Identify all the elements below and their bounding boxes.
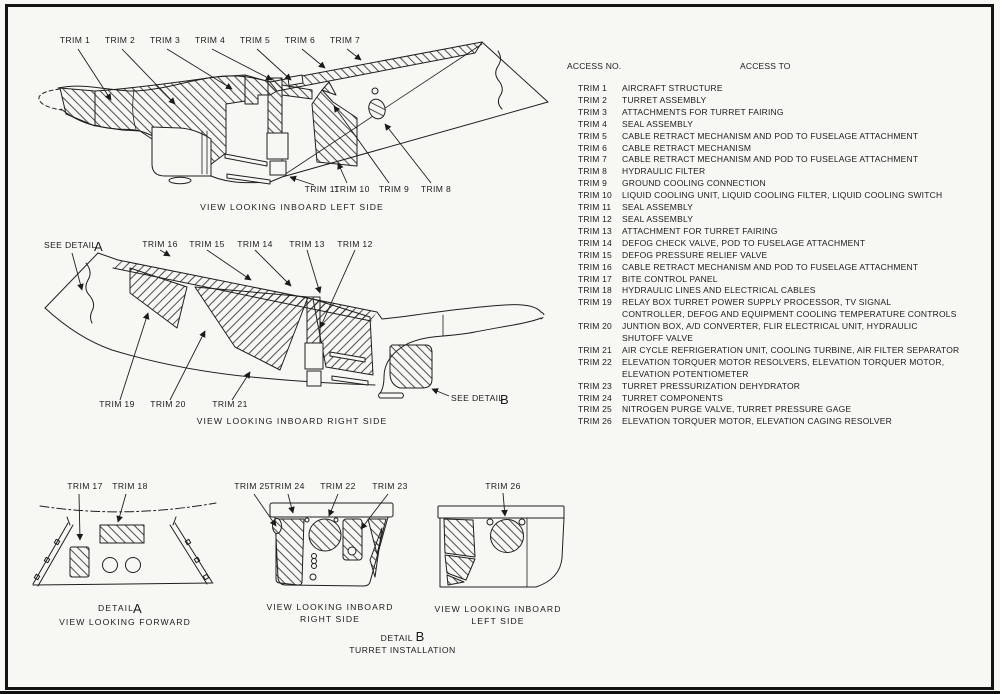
label-trim-4: TRIM 4 (194, 35, 226, 45)
row-to (622, 190, 995, 202)
table-row (563, 404, 995, 416)
row-to (622, 262, 995, 274)
row-no: TRIM 17 (578, 273, 612, 284)
detail-a-subcaption: VIEW LOOKING FORWARD (59, 617, 191, 627)
table-row (563, 95, 995, 107)
label-trim-11: TRIM 11 (304, 184, 340, 194)
row-no: TRIM 18 (578, 285, 612, 296)
access-table (563, 61, 995, 428)
table-row (563, 357, 995, 381)
caption-detail-b-left-1: VIEW LOOKING INBOARD (434, 604, 562, 614)
table-row (563, 297, 995, 321)
detail-b-title-line (320, 631, 485, 644)
row-to-line1: HYDRAULIC LINES AND ELECTRICAL CABLES (622, 285, 816, 296)
row-to (622, 321, 995, 345)
label-trim-8: TRIM 8 (420, 184, 452, 194)
view-inboard-right-side-diagram (30, 235, 560, 433)
label-trim-26: TRIM 26 (485, 481, 521, 491)
row-to (622, 404, 995, 416)
row-no: TRIM 19 (578, 297, 612, 308)
label-trim-7: TRIM 7 (329, 35, 361, 45)
label-trim-10: TRIM 10 (334, 184, 370, 194)
row-to (622, 131, 995, 143)
caption-detail-b-right-2: RIGHT SIDE (299, 614, 361, 624)
row-to-line1: AIR CYCLE REFRIGERATION UNIT, COOLING TURBINE, AIR FILTER SEPARATOR (622, 344, 960, 355)
row-no: TRIM 22 (578, 356, 612, 367)
row-to (622, 285, 995, 297)
see-detail-b-text: SEE DETAIL (451, 393, 504, 403)
label-trim-1: TRIM 1 (59, 35, 91, 45)
see-detail-b-letter: B (500, 392, 509, 407)
label-trim-5: TRIM 5 (239, 35, 271, 45)
table-row (563, 190, 995, 202)
row-to (622, 393, 995, 405)
caption-left-side-view: VIEW LOOKING INBOARD LEFT SIDE (200, 202, 384, 212)
detail-a-title-letter: A (133, 601, 142, 616)
row-to-line1: ATTACHMENTS FOR TURRET FAIRING (622, 106, 784, 117)
label-trim-15: TRIM 15 (189, 239, 225, 249)
table-row (563, 393, 995, 405)
row-no: TRIM 7 (578, 154, 608, 165)
row-no: TRIM 2 (578, 94, 608, 105)
table-row (563, 381, 995, 393)
row-to-line1: JUNTION BOX, A/D CONVERTER, FLIR ELECTRICAL UNIT, HYDRAULIC (622, 321, 918, 332)
label-trim-24: TRIM 24 (269, 481, 305, 491)
row-no: TRIM 25 (578, 404, 612, 415)
table-row (563, 83, 995, 95)
hydraulic-filter-and-port (366, 88, 387, 121)
row-no: TRIM 12 (578, 213, 612, 224)
header-access-no: ACCESS NO. (567, 61, 622, 71)
gear-bay (152, 127, 211, 184)
retract-mechanism (225, 133, 288, 184)
row-to-line1: AIRCRAFT STRUCTURE (622, 83, 723, 93)
row-no: TRIM 3 (578, 106, 608, 117)
row-to (622, 214, 995, 226)
row-no: TRIM 16 (578, 261, 612, 272)
row-no: TRIM 24 (578, 392, 612, 403)
detail-b-title-text: DETAIL (380, 633, 413, 643)
table-row (563, 262, 995, 274)
row-to (622, 238, 995, 250)
row-to-line1: HYDRAULIC FILTER (622, 166, 706, 177)
label-trim-9: TRIM 9 (378, 184, 410, 194)
caption-right-side-view: VIEW LOOKING INBOARD RIGHT SIDE (196, 416, 388, 426)
row-to-line1: TURRET COMPONENTS (622, 392, 723, 403)
detail-b-right-side-diagram (228, 478, 428, 636)
access-panels (70, 525, 144, 577)
label-trim-14: TRIM 14 (237, 239, 273, 249)
row-no: TRIM 10 (578, 190, 612, 201)
row-no: TRIM 11 (578, 202, 612, 213)
label-trim-2: TRIM 2 (104, 35, 136, 45)
table-row (563, 226, 995, 238)
row-to (622, 226, 995, 238)
detail-b-subtitle: TURRET INSTALLATION (349, 645, 456, 655)
row-to (622, 416, 995, 428)
row-no: TRIM 23 (578, 380, 612, 391)
row-to (622, 357, 995, 381)
row-to-line1: TURRET ASSEMBLY (622, 94, 707, 105)
see-detail-a-text: SEE DETAIL (44, 240, 97, 250)
row-to (622, 154, 995, 166)
detail-a-title: DETAIL (97, 603, 135, 613)
row-to-line1: NITROGEN PURGE VALVE, TURRET PRESSURE GAGE (622, 404, 852, 415)
row-to (622, 345, 995, 357)
view-inboard-left-side-diagram (30, 25, 560, 217)
detail-b-left-side-diagram (428, 478, 613, 636)
turret-fairing-hatch (390, 345, 432, 388)
row-no: TRIM 26 (578, 416, 612, 427)
row-no: TRIM 6 (578, 142, 608, 153)
row-no: TRIM 13 (578, 225, 612, 236)
table-row (563, 274, 995, 286)
label-trim-22: TRIM 22 (320, 481, 356, 491)
row-to (622, 178, 995, 190)
detail-a-diagram (30, 478, 245, 633)
header-access-to: ACCESS TO (740, 61, 791, 71)
label-trim-21: TRIM 21 (212, 399, 248, 409)
table-row (563, 321, 995, 345)
caption-detail-b-left-2: LEFT SIDE (471, 616, 525, 626)
table-row (563, 119, 995, 131)
row-to (622, 143, 995, 155)
table-row (563, 202, 995, 214)
access-table-rows (563, 83, 995, 428)
row-no: TRIM 8 (578, 166, 608, 177)
row-to-line1: ELEVATION TORQUER MOTOR RESOLVERS, ELEVATION TORQUER MOTOR, (622, 356, 945, 367)
label-trim-19: TRIM 19 (99, 399, 135, 409)
row-to (622, 119, 995, 131)
detail-b-title-block (320, 631, 485, 656)
detail-b-title-letter: B (415, 629, 425, 644)
row-to-line1: TURRET PRESSURIZATION DEHYDRATOR (622, 380, 801, 391)
row-to-line2: ELEVATION POTENTIOMETER (622, 368, 749, 379)
table-row (563, 214, 995, 226)
label-trim-23: TRIM 23 (372, 481, 408, 491)
row-no: TRIM 9 (578, 178, 608, 189)
row-to (622, 202, 995, 214)
row-no: TRIM 4 (578, 118, 608, 129)
table-row (563, 166, 995, 178)
row-to-line2: SHUTOFF VALVE (622, 333, 694, 344)
row-to-line1: SEAL ASSEMBLY (622, 213, 694, 224)
row-to-line2: CONTROLLER, DEFOG AND EQUIPMENT COOLING TEMPERATURE CONTROLS (622, 309, 957, 320)
row-to (622, 166, 995, 178)
row-to (622, 274, 995, 286)
row-to-line1: SEAL ASSEMBLY (622, 202, 694, 213)
row-no: TRIM 5 (578, 130, 608, 141)
row-to (622, 381, 995, 393)
label-trim-3: TRIM 3 (149, 35, 181, 45)
row-no: TRIM 20 (578, 321, 612, 332)
table-row (563, 250, 995, 262)
row-no: TRIM 21 (578, 344, 612, 355)
table-row (563, 285, 995, 297)
row-to-line1: CABLE RETRACT MECHANISM (622, 142, 752, 153)
row-no: TRIM 14 (578, 237, 612, 248)
table-row (563, 416, 995, 428)
label-trim-12: TRIM 12 (337, 239, 373, 249)
row-to-line1: ELEVATION TORQUER MOTOR, ELEVATION CAGING RESOLVER (622, 416, 892, 427)
row-to-line1: LIQUID COOLING UNIT, LIQUID COOLING FILTER, LIQUID COOLING SWITCH (622, 190, 943, 201)
label-trim-16: TRIM 16 (142, 239, 178, 249)
table-row (563, 143, 995, 155)
table-row (563, 178, 995, 190)
label-trim-18: TRIM 18 (112, 481, 148, 491)
label-trim-25: TRIM 25 (234, 481, 270, 491)
row-to-line1: RELAY BOX TURRET POWER SUPPLY PROCESSOR, TV SIGNAL (622, 297, 892, 308)
row-to-line1: SEAL ASSEMBLY (622, 118, 694, 129)
row-to-line1: BITE CONTROL PANEL (622, 273, 718, 284)
row-to-line1: CABLE RETRACT MECHANISM AND POD TO FUSELAGE ATTACHMENT (622, 261, 919, 272)
structure-outline (33, 503, 216, 586)
row-to (622, 83, 995, 95)
row-to (622, 107, 995, 119)
row-to (622, 95, 995, 107)
table-row (563, 131, 995, 143)
table-row (563, 345, 995, 357)
row-to-line1: ATTACHMENT FOR TURRET FAIRING (622, 225, 778, 236)
row-to-line1: DEFOG CHECK VALVE, POD TO FUSELAGE ATTACHMENT (622, 237, 866, 248)
access-table-header (563, 61, 995, 73)
row-no: TRIM 1 (578, 83, 608, 93)
row-to-line1: CABLE RETRACT MECHANISM AND POD TO FUSELAGE ATTACHMENT (622, 154, 919, 165)
label-trim-6: TRIM 6 (284, 35, 316, 45)
caption-detail-b-right-1: VIEW LOOKING INBOARD (266, 602, 394, 612)
table-row (563, 238, 995, 250)
row-to (622, 250, 995, 262)
table-row (563, 154, 995, 166)
label-trim-17: TRIM 17 (67, 481, 103, 491)
see-detail-a-letter: A (94, 239, 103, 254)
label-trim-20: TRIM 20 (150, 399, 186, 409)
row-to (622, 297, 995, 321)
row-no: TRIM 15 (578, 249, 612, 260)
label-trim-13: TRIM 13 (289, 239, 325, 249)
row-to-line1: DEFOG PRESSURE RELIEF VALVE (622, 249, 768, 260)
row-to-line1: CABLE RETRACT MECHANISM AND POD TO FUSELAGE ATTACHMENT (622, 130, 919, 141)
table-row (563, 107, 995, 119)
row-to-line1: GROUND COOLING CONNECTION (622, 178, 766, 189)
